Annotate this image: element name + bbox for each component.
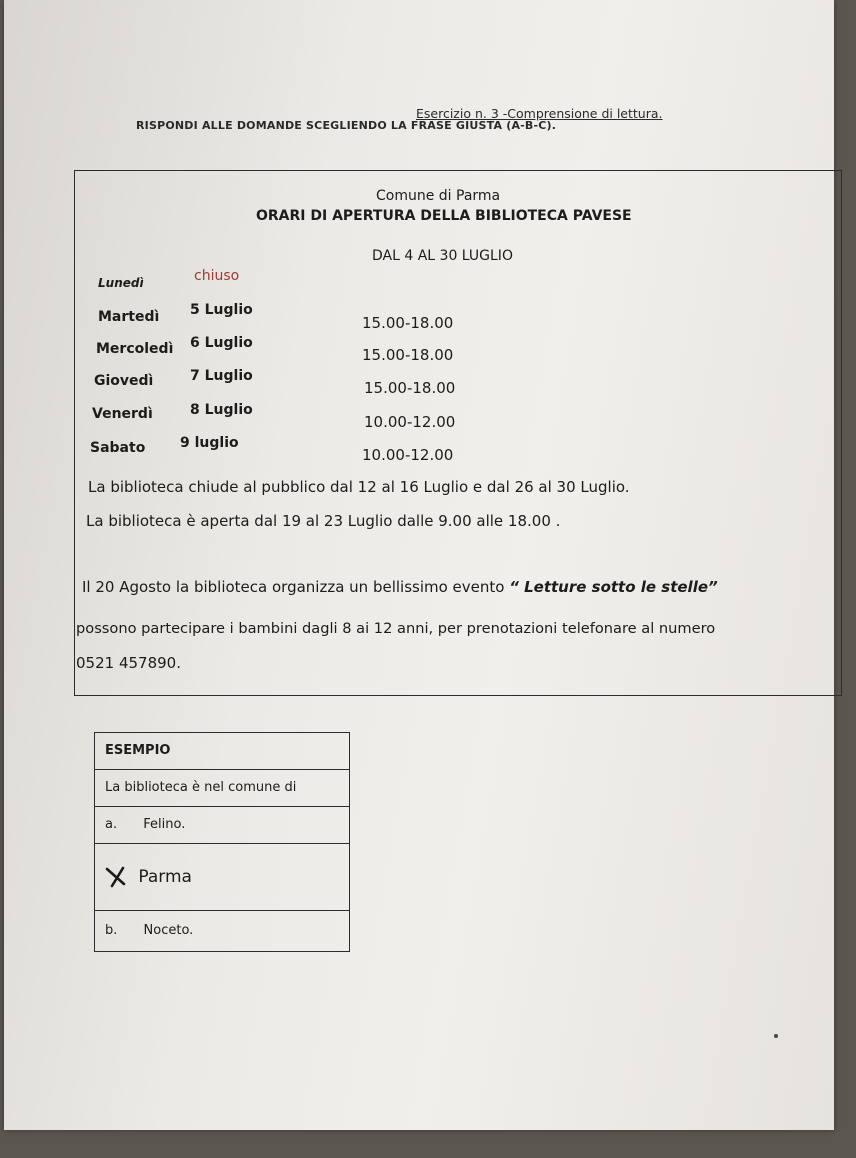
event-name: “ Letture sotto le stelle” [509,578,718,596]
schedule-hours: 15.00-18.00 [364,379,456,397]
schedule-day: Sabato [90,440,146,456]
handwritten-x-mark-icon [105,866,127,888]
event-text [82,578,718,596]
schedule-hours: 10.00-12.00 [362,446,454,464]
exercise-title: Esercizio n. 3 -Comprensione di lettura. [416,106,663,121]
schedule-day: Venerdì [92,406,153,422]
example-table [94,732,350,952]
schedule-date: 7 Luglio [190,368,253,384]
paper-speck [774,1034,778,1038]
schedule-hours: 10.00-12.00 [364,413,456,431]
example-option-a [95,807,349,844]
schedule-day: Mercoledì [96,341,174,357]
notice-title: ORARI DI APERTURA DELLA BIBLIOTECA PAVESE [256,208,632,224]
schedule-day: Martedì [98,309,160,325]
schedule-day: Lunedì [98,276,144,290]
option-letter: b. [105,923,118,938]
option-text: Parma [138,867,192,887]
schedule-hours: 15.00-18.00 [362,314,454,332]
instruction-text: RISPONDI ALLE DOMANDE SCEGLIENDO LA FRASE GIUSTA (A-B-C). [136,119,557,132]
participation-text: possono partecipare i bambini dagli 8 ai 12 anni, per prenotazioni telefonare al numero [76,620,716,637]
option-letter: a. [105,817,118,832]
schedule-hours: 15.00-18.00 [362,346,454,364]
phone-number: 0521 457890. [76,654,181,672]
schedule-date: 8 Luglio [190,402,253,418]
open-text: La biblioteca è aperta dal 19 al 23 Luglio dalle 9.00 alle 18.00 . [86,512,561,530]
schedule-date: 9 luglio [180,435,239,451]
option-text: Felino. [143,817,186,832]
period-label: DAL 4 AL 30 LUGLIO [372,248,513,264]
example-option-b [95,911,349,951]
schedule-date: 6 Luglio [190,335,253,351]
municipality-label: Comune di Parma [376,188,501,204]
schedule-closed: chiuso [194,268,240,284]
schedule-day: Giovedì [94,373,154,389]
worksheet-paper [4,0,834,1130]
example-heading: ESEMPIO [95,733,349,770]
event-text-lead: Il 20 Agosto la biblioteca organizza un bellissimo evento [82,578,510,596]
option-text: Noceto. [143,923,194,938]
schedule-date: 5 Luglio [190,302,253,318]
example-question: La biblioteca è nel comune di [95,770,349,807]
closure-text: La biblioteca chiude al pubblico dal 12 al 16 Luglio e dal 26 al 30 Luglio. [88,478,630,496]
example-option-selected [95,844,349,911]
